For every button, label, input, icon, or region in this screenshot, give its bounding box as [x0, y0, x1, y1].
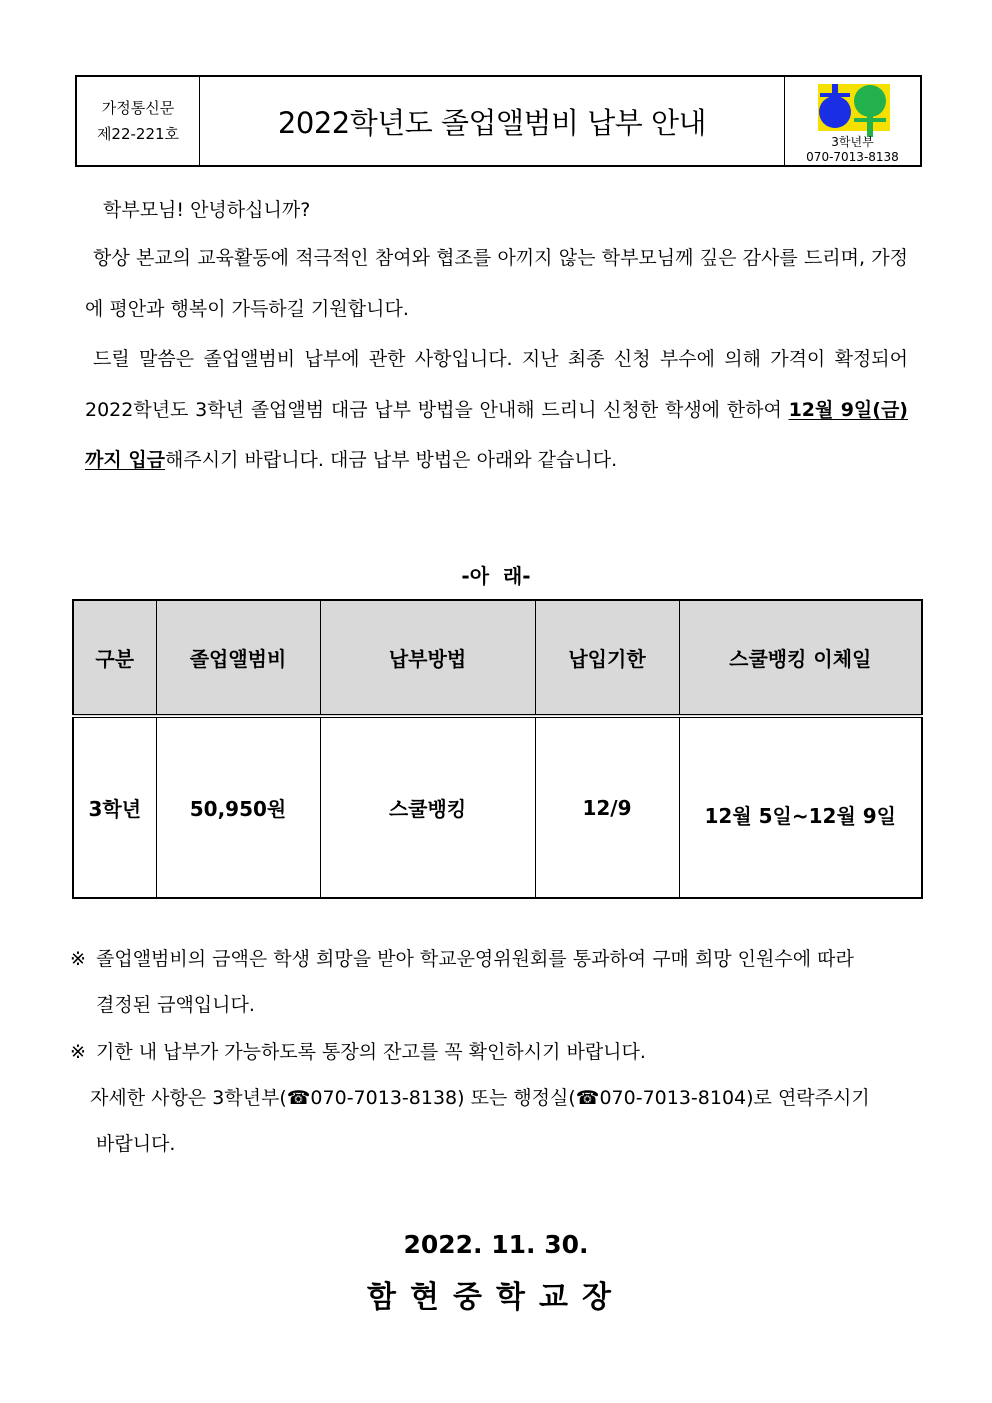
dept-name: 3학년부: [831, 135, 874, 149]
dept-phone: 070-7013-8138: [806, 150, 899, 164]
cell-transfer-date: 12월 5일~12월 9일: [679, 716, 922, 898]
dept-box: [784, 77, 920, 165]
cell-album-fee: 50,950원: [156, 716, 320, 898]
section-label: -아 래-: [461, 564, 531, 588]
payment-table: [72, 599, 923, 899]
note-contact: 자세한 사항은 3학년부(☎070-7013-8138) 또는 행정실(☎070-7013-8104)로 연락주시기 바랍니다.: [90, 1087, 870, 1155]
document-header: [75, 75, 922, 167]
col-header-category: 구분: [73, 600, 156, 716]
note-mark: ※: [70, 948, 86, 970]
school-logo-icon: [818, 83, 890, 141]
cell-method: 스쿨뱅킹: [320, 716, 535, 898]
page-title: 2022학년도 졸업앨범비 납부 안내: [277, 105, 707, 140]
note-mark: ※: [70, 1041, 86, 1063]
issue-date: 2022. 11. 30.: [403, 1230, 589, 1259]
cell-deadline: 12/9: [535, 716, 679, 898]
cell-category: 3학년: [73, 716, 156, 898]
note-fee: ※ 졸업앨범비의 금액은 학생 희망을 받아 학교운영위원회를 통과하여 구매 희망 인원수에 따라 결정된 금액입니다.: [70, 936, 922, 1028]
doc-info: [77, 77, 200, 165]
col-header-transfer-date: 스쿨뱅킹 이체일: [679, 600, 922, 716]
paragraph-payment: 드릴 말씀은 졸업앨범비 납부에 관한 사항입니다. 지난 최종 신청 부수에 의해 가격이 확정되어 2022학년도 3학년 졸업앨범 대금 납부 방법을 안내해 드리니 신청한 학생에 한하여 12월 9일(금)까지 입금해주시기 바랍니다. 대금 납부 방법은 아래와 같습니다.: [85, 348, 908, 471]
table-header-row: [73, 600, 922, 716]
paragraph-thanks: 항상 본교의 교육활동에 적극적인 참여와 협조를 아끼지 않는 학부모님께 깊은 감사를 드리며, 가정에 평안과 행복이 가득하길 기원합니다.: [85, 247, 908, 320]
note-balance: ※ 기한 내 납부가 가능하도록 통장의 잔고를 꼭 확인하시기 바랍니다.: [70, 1029, 922, 1075]
col-header-deadline: 납입기한: [535, 600, 679, 716]
col-header-method: 납부방법: [320, 600, 535, 716]
doc-number: 제22-221호: [96, 125, 180, 143]
doc-type: 가정통신문: [101, 99, 175, 117]
greeting: 학부모님! 안녕하십니까?: [103, 199, 311, 221]
col-header-album-fee: 졸업앨범비: [156, 600, 320, 716]
signature: 함현중학교장: [367, 1280, 625, 1315]
table-row: [73, 716, 922, 898]
deadline-emphasis: 12월 9일(금)까지 입금: [85, 398, 908, 471]
